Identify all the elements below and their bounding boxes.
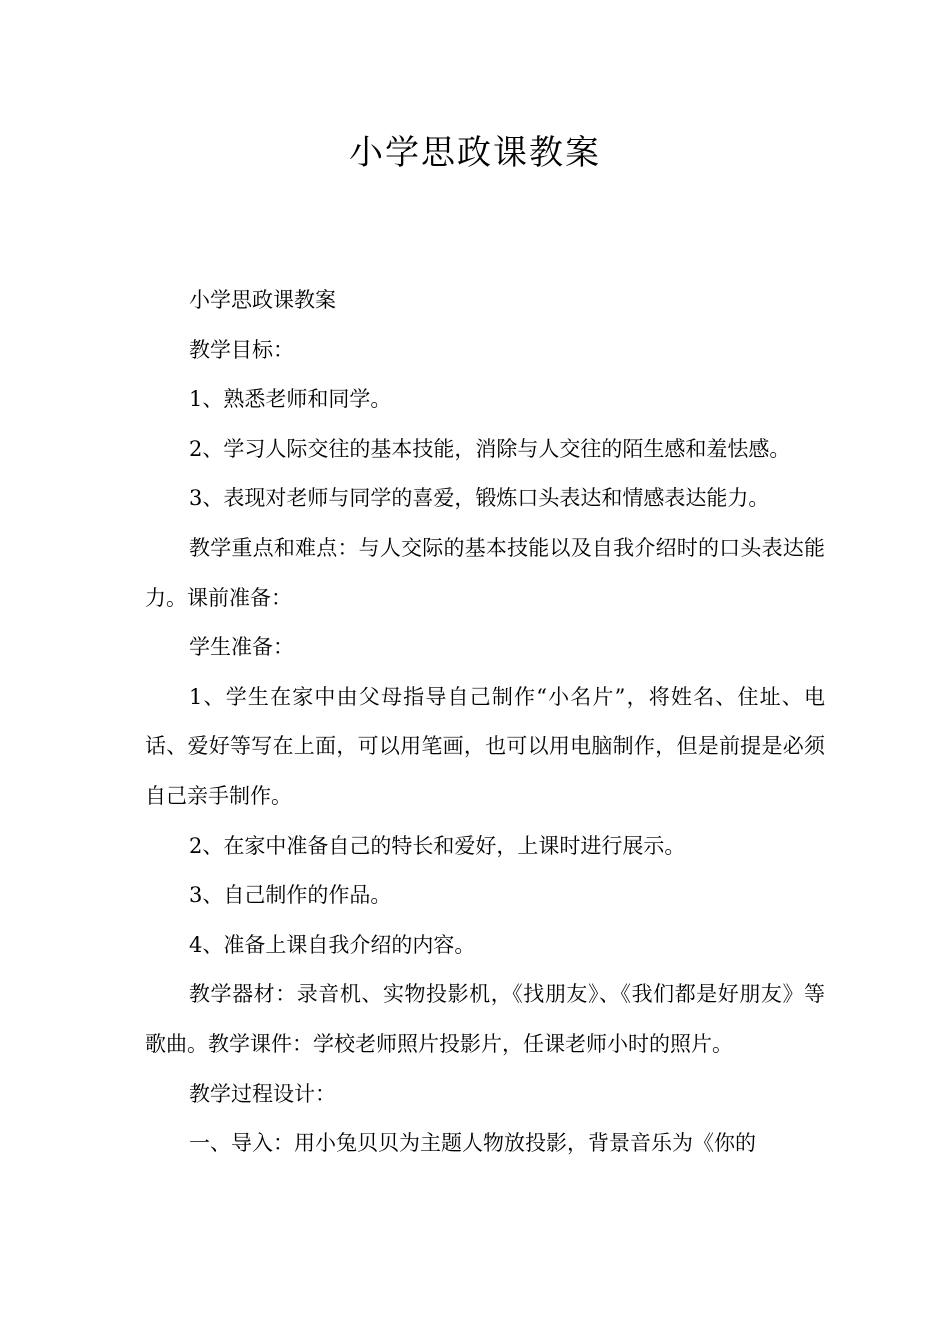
paragraph bbox=[145, 1070, 825, 1120]
text-line: 小学思政课教案 bbox=[189, 288, 336, 312]
text-line: 教学重点和难点：与人交际的基本技能以及自我介绍时的口头 bbox=[189, 535, 762, 560]
text-line: 一、导入：用小兔贝贝为主题人物放投影，背景音乐为《你的 bbox=[189, 1131, 756, 1156]
paragraph bbox=[145, 276, 825, 326]
paragraph bbox=[145, 822, 825, 872]
text-line: 1、学生在家中由父母指导自己制作“小名片”，将姓名、住址、 bbox=[189, 684, 804, 709]
text-line: 2、在家中准备自己的特长和爱好，上课时进行展示。 bbox=[189, 833, 686, 858]
paragraph bbox=[145, 524, 825, 623]
text-line: 4、准备上课自我介绍的内容。 bbox=[189, 932, 476, 957]
text-line: 1、熟悉老师和同学。 bbox=[189, 387, 392, 412]
paragraph bbox=[145, 623, 825, 673]
paragraph bbox=[145, 871, 825, 921]
paragraph bbox=[145, 375, 825, 425]
text-line: 提是必须自己亲手制作。 bbox=[145, 734, 826, 808]
text-line: 表达能力。课前准备： bbox=[145, 535, 826, 610]
text-line: 教学器材：录音机、实物投影机，《找朋友》、《我们都是好 bbox=[189, 982, 740, 1007]
text-line: 电话、爱好等写在上面，可以用笔画，也可以用电脑制作，但是前 bbox=[145, 684, 825, 759]
text-line: 2、学习人际交往的基本技能，消除与人交往的陌生感和羞怯感。 bbox=[189, 436, 791, 461]
text-line: 朋友》等歌曲。教学课件：学校老师照片投影片，任课老师小时的 bbox=[145, 982, 826, 1056]
paragraph bbox=[145, 474, 825, 524]
paragraph bbox=[145, 921, 825, 971]
paragraph bbox=[145, 425, 825, 475]
paragraph bbox=[145, 970, 825, 1069]
text-line: 3、表现对老师与同学的喜爱，锻炼口头表达和情感表达能力。 bbox=[189, 486, 770, 511]
text-line: 照片。 bbox=[670, 1031, 733, 1056]
text-line: 3、自己制作的作品。 bbox=[189, 883, 392, 908]
paragraph bbox=[145, 326, 825, 376]
paragraph bbox=[145, 1119, 825, 1169]
document-body bbox=[145, 276, 825, 1169]
text-line: 教学目标： bbox=[189, 337, 294, 362]
paragraph bbox=[145, 673, 825, 822]
document-title: 小学思政课教案 bbox=[349, 133, 601, 173]
text-line: 教学过程设计： bbox=[189, 1081, 336, 1106]
text-line: 学生准备： bbox=[189, 635, 294, 660]
